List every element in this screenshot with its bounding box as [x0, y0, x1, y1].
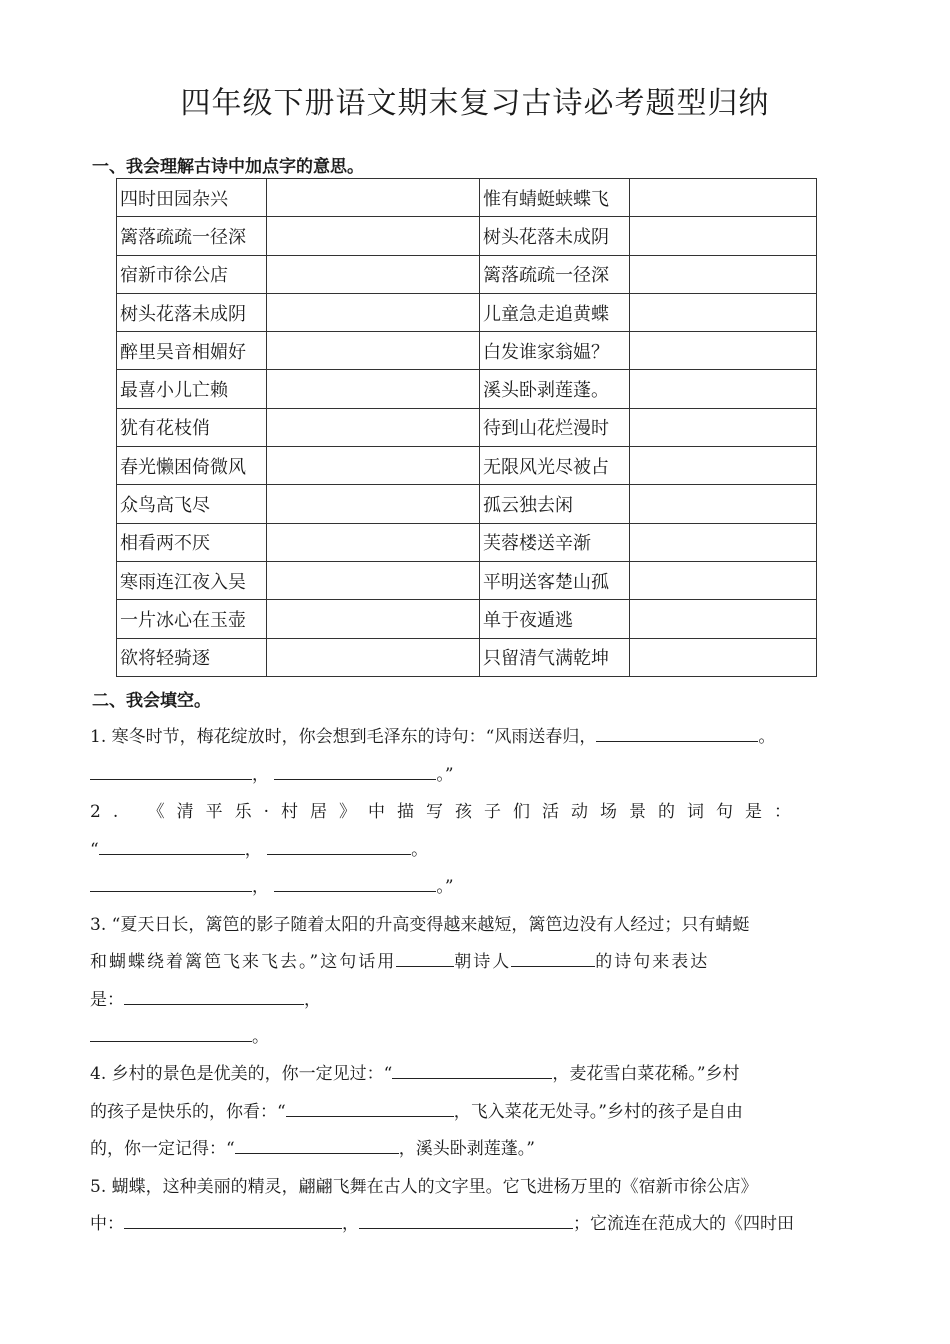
- question-5: 5. 蝴蝶，这种美丽的精灵，翩翩飞舞在古人的文字里。它飞进杨万里的《宿新市徐公店》: [90, 1177, 758, 1197]
- answer-cell-right[interactable]: [630, 638, 817, 676]
- answer-cell-left[interactable]: [267, 600, 480, 638]
- answer-cell-left[interactable]: [267, 332, 480, 370]
- question-2: 2. 《清平乐·村居》中描写孩子们活动场景的词句是：: [90, 802, 804, 822]
- poem-line-right: 儿童急走追黄蝶: [480, 293, 630, 331]
- poem-line-left: 树头花落未成阴: [117, 293, 267, 331]
- poem-line-right: 溪头卧剥莲蓬。: [480, 370, 630, 408]
- q2-period: 。: [411, 840, 429, 860]
- poem-line-left: 欲将轻骑逐: [117, 638, 267, 676]
- answer-blank[interactable]: [274, 762, 436, 780]
- q4-text-f: ，溪头卧剥莲蓬。”: [398, 1139, 535, 1159]
- q5-text-c: ；它流连在范成大的《四时田: [573, 1214, 794, 1234]
- poem-line-left: 篱落疏疏一径深: [117, 217, 267, 255]
- question-4: [90, 1059, 808, 1084]
- q1-comma: ，: [252, 765, 269, 785]
- table-row: [117, 447, 817, 485]
- answer-cell-right[interactable]: [630, 370, 817, 408]
- section-2-heading: 二、我会填空。: [92, 691, 211, 711]
- answer-blank[interactable]: [396, 949, 454, 967]
- answer-cell-right[interactable]: [630, 523, 817, 561]
- table-row: [117, 561, 817, 599]
- answer-cell-left[interactable]: [267, 408, 480, 446]
- question-4-line-3: [90, 1134, 808, 1159]
- poem-line-right: 白发谁家翁媪？: [480, 332, 630, 370]
- answer-cell-left[interactable]: [267, 561, 480, 599]
- question-3-line-3: [90, 985, 808, 1010]
- q1-text: 1. 寒冬时节，梅花绽放时，你会想到毛泽东的诗句：“风雨送春归，: [90, 727, 597, 747]
- poem-line-right: 孤云独去闲: [480, 485, 630, 523]
- q4-text-b: ，麦花雪白菜花稀。”乡村: [552, 1064, 740, 1084]
- q3-text-a: 和蝴蝶绕着篱笆飞来飞去。”这句话用: [90, 952, 397, 972]
- answer-cell-right[interactable]: [630, 179, 817, 217]
- answer-cell-right[interactable]: [630, 408, 817, 446]
- answer-blank[interactable]: [511, 949, 595, 967]
- answer-cell-left[interactable]: [267, 293, 480, 331]
- poem-line-right: 惟有蜻蜓蛱蝶飞: [480, 179, 630, 217]
- q3-text-b: 朝诗人: [454, 952, 512, 972]
- poem-line-right: 篱落疏疏一径深: [480, 255, 630, 293]
- answer-cell-left[interactable]: [267, 217, 480, 255]
- q4-text-d: ，飞入菜花无处寻。”乡村的孩子是自由: [453, 1102, 743, 1122]
- poem-line-left: 最喜小儿亡赖: [117, 370, 267, 408]
- answer-cell-right[interactable]: [630, 217, 817, 255]
- answer-blank[interactable]: [286, 1099, 454, 1117]
- answer-blank[interactable]: [392, 1061, 552, 1079]
- answer-blank[interactable]: [99, 837, 245, 855]
- poem-line-right: 单于夜遁逃: [480, 600, 630, 638]
- poem-line-left: 一片冰心在玉壶: [117, 600, 267, 638]
- q4-text-c: 的孩子是快乐的，你看：“: [90, 1102, 286, 1122]
- answer-cell-right[interactable]: [630, 600, 817, 638]
- q1-close: 。”: [436, 765, 454, 785]
- table-row: [117, 293, 817, 331]
- question-3-line-2: [90, 947, 808, 972]
- answer-blank[interactable]: [359, 1211, 573, 1229]
- answer-cell-left[interactable]: [267, 370, 480, 408]
- table-row: [117, 638, 817, 676]
- poem-line-left: 寒雨连江夜入吴: [117, 561, 267, 599]
- answer-cell-right[interactable]: [630, 561, 817, 599]
- q2-comma: ，: [252, 877, 269, 897]
- question-1: [90, 722, 808, 747]
- poem-line-right: 树头花落未成阴: [480, 217, 630, 255]
- poem-line-left: 宿新市徐公店: [117, 255, 267, 293]
- page-title: 四年级下册语文期末复习古诗必考题型归纳: [180, 86, 770, 121]
- answer-blank[interactable]: [124, 1211, 342, 1229]
- q3-comma: ，: [304, 990, 321, 1010]
- q4-text-e: 的，你一定记得：“: [90, 1139, 235, 1159]
- poem-line-right: 平明送客楚山孤: [480, 561, 630, 599]
- table-row: [117, 179, 817, 217]
- table-row: [117, 332, 817, 370]
- poem-line-left: 众鸟高飞尽: [117, 485, 267, 523]
- answer-cell-left[interactable]: [267, 485, 480, 523]
- table-row: [117, 370, 817, 408]
- answer-cell-left[interactable]: [267, 523, 480, 561]
- q4-text-a: 4. 乡村的景色是优美的，你一定见过：“: [90, 1064, 393, 1084]
- q2-open: “: [90, 840, 99, 860]
- answer-blank[interactable]: [90, 762, 252, 780]
- answer-cell-right[interactable]: [630, 485, 817, 523]
- poem-line-left: 春光懒困倚微风: [117, 447, 267, 485]
- answer-blank[interactable]: [596, 724, 758, 742]
- poem-line-right: 待到山花烂漫时: [480, 408, 630, 446]
- question-3-line-4: [90, 1022, 808, 1047]
- answer-blank[interactable]: [267, 837, 411, 855]
- table-row: [117, 217, 817, 255]
- question-5-line-2: [90, 1209, 808, 1234]
- answer-cell-right[interactable]: [630, 447, 817, 485]
- q5-comma: ，: [342, 1214, 359, 1234]
- poem-table: [116, 178, 817, 677]
- answer-blank[interactable]: [90, 1024, 252, 1042]
- answer-cell-left[interactable]: [267, 255, 480, 293]
- table-row: [117, 485, 817, 523]
- q2-comma: ，: [244, 840, 262, 860]
- poem-line-left: 相看两不厌: [117, 523, 267, 561]
- poem-line-right: 只留清气满乾坤: [480, 638, 630, 676]
- answer-cell-right[interactable]: [630, 332, 817, 370]
- answer-cell-left[interactable]: [267, 179, 480, 217]
- question-2-line-2: [90, 835, 808, 860]
- answer-blank[interactable]: [90, 874, 252, 892]
- answer-blank[interactable]: [235, 1136, 399, 1154]
- q3-period: 。: [252, 1027, 269, 1047]
- poem-line-left: 醉里吴音相媚好: [117, 332, 267, 370]
- answer-cell-right[interactable]: [630, 255, 817, 293]
- question-2-line-3: [90, 872, 808, 897]
- section-1-heading: 一、我会理解古诗中加点字的意思。: [92, 157, 364, 177]
- question-1-line-2: [90, 760, 808, 785]
- poem-line-left: 四时田园杂兴: [117, 179, 267, 217]
- answer-blank[interactable]: [124, 987, 304, 1005]
- q3-text-d: 是：: [90, 990, 124, 1010]
- poem-line-left: 犹有花枝俏: [117, 408, 267, 446]
- q5-text-a: 中：: [90, 1214, 124, 1234]
- q1-end: 。: [758, 727, 776, 747]
- answer-blank[interactable]: [274, 874, 436, 892]
- question-4-line-2: [90, 1097, 808, 1122]
- answer-cell-left[interactable]: [267, 638, 480, 676]
- table-row: [117, 408, 817, 446]
- poem-line-right: 芙蓉楼送辛渐: [480, 523, 630, 561]
- q2-close: 。”: [436, 877, 454, 897]
- table-row: [117, 255, 817, 293]
- answer-cell-right[interactable]: [630, 293, 817, 331]
- table-row: [117, 600, 817, 638]
- question-3: 3. “夏天日长，篱笆的影子随着太阳的升高变得越来越短，篱笆边没有人经过；只有蜻蜓: [90, 915, 750, 935]
- answer-cell-left[interactable]: [267, 447, 480, 485]
- q3-text-c: 的诗句来表达: [595, 952, 710, 972]
- poem-line-right: 无限风光尽被占: [480, 447, 630, 485]
- table-row: [117, 523, 817, 561]
